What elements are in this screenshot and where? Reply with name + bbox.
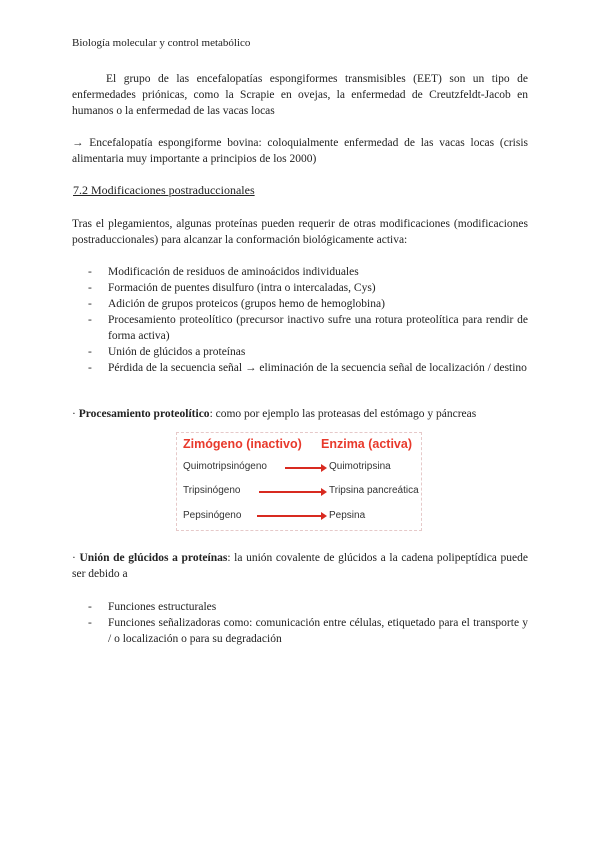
list-item: - Funciones señalizadoras como: comunicación entre células, etiquetado para el transporte y / o localización o para su degradación: [88, 617, 528, 645]
glycosylation-list: [88, 599, 528, 647]
list-item: - Pérdida de la secuencia señal → eliminación de la secuencia señal de localización / destino: [88, 362, 527, 374]
list-item: - Adición de grupos proteicos (grupos hemo de hemoglobina): [88, 298, 385, 310]
list-item: - Procesamiento proteolítico (precursor inactivo sufre una rotura proteolítica para rendir de forma activa): [88, 314, 528, 342]
zymogen-label: Quimotripsinógeno: [183, 461, 267, 472]
paragraph-glycosylation: · Unión de glúcidos a proteínas: la unión covalente de glúcidos a la cadena polipeptídica puede ser debido a: [72, 552, 528, 580]
arrow-icon: [259, 491, 325, 493]
zymogen-figure: [176, 432, 422, 531]
enzyme-label: Pepsina: [329, 510, 366, 521]
arrow-icon: [257, 515, 325, 517]
zymogen-label: Tripsinógeno: [183, 485, 241, 496]
zymogen-heading: Zimógeno (inactivo): [183, 437, 302, 451]
paragraph-eet: El grupo de las encefalopatías espongiformes transmisibles (EET) son un tipo de enfermedades priónicas, como la Scrapie en ovejas, la enfermedad de Creutzfeldt-Jacob en humanos o la enfermedad de las vacas locas: [72, 73, 528, 117]
arrow-icon: [285, 467, 325, 469]
enzyme-label: Tripsina pancreática: [329, 485, 419, 496]
page-header: Biología molecular y control metabólico: [72, 37, 251, 49]
zymogen-label: Pepsinógeno: [183, 510, 242, 521]
list-item: - Unión de glúcidos a proteínas: [88, 346, 246, 358]
paragraph-bse: → Encefalopatía espongiforme bovina: coloquialmente enfermedad de las vacas locas (crisis alimentaria muy importante a principios de los 2000): [72, 137, 528, 165]
paragraph-intro: Tras el plegamientos, algunas proteínas pueden requerir de otras modificaciones (modificaciones postraduccionales) para alcanzar la conformación biológicamente activa:: [72, 218, 528, 246]
enzyme-heading: Enzima (activa): [321, 437, 413, 451]
paragraph-proteolytic: · Procesamiento proteolítico: como por ejemplo las proteasas del estómago y páncreas: [72, 408, 477, 420]
enzyme-label: Quimotripsina: [329, 461, 391, 472]
modifications-list: [88, 264, 528, 376]
list-item: - Modificación de residuos de aminoácidos individuales: [88, 266, 359, 278]
section-title: 7.2 Modificaciones postraduccionales: [73, 183, 255, 197]
list-item: - Formación de puentes disulfuro (intra o intercaladas, Cys): [88, 282, 376, 294]
list-item: - Funciones estructurales: [88, 601, 217, 613]
